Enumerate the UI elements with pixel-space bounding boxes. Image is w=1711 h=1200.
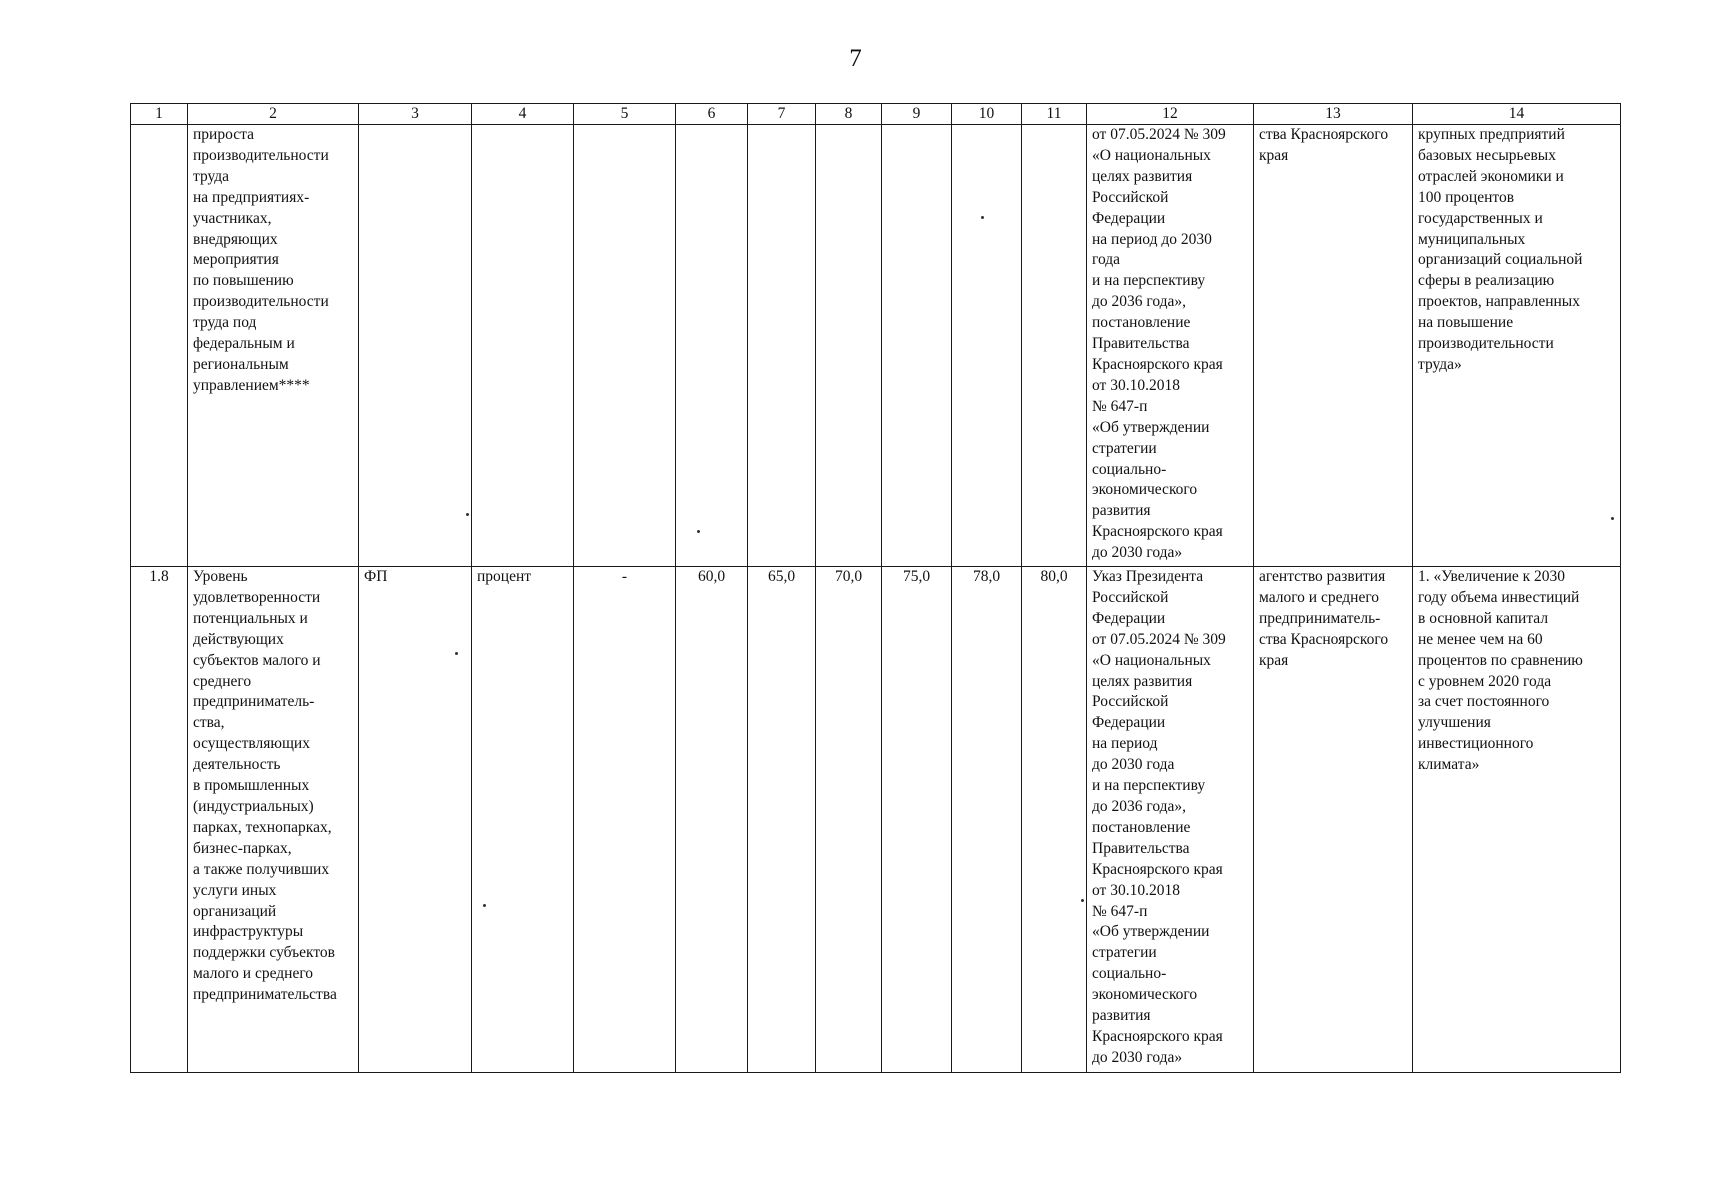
legal-basis-cell: Указ Президента Российской Федерации от 07.05.2024 № 309 «О национальных целях развития Российской Федерации на период до 2030 года и на перспективу до 2036 года», постановление Правительства Красноярского края от 30.10.2018 № 647-п «Об утверждении стратегии социально- экономического развития Красноярского края до 2030 года»	[1087, 567, 1254, 1073]
row-number-cell	[131, 125, 188, 567]
responsible-body-cell: агентство развития малого и среднего предприниматель- ства Красноярского края	[1254, 567, 1413, 1073]
scan-speck	[466, 513, 469, 516]
table-row	[131, 567, 1621, 1073]
unit-cell: процент	[472, 567, 574, 1073]
value-cell: 70,0	[816, 567, 882, 1073]
page-number: 7	[849, 45, 862, 72]
base-value-cell: -	[574, 567, 676, 1073]
column-header: 9	[882, 104, 952, 125]
column-header: 5	[574, 104, 676, 125]
value-cell: 78,0	[952, 567, 1022, 1073]
value-cell	[816, 125, 882, 567]
legal-basis-cell: от 07.05.2024 № 309 «О национальных целях развития Российской Федерации на период до 2030 года и на перспективу до 2036 года», постановление Правительства Красноярского края от 30.10.2018 № 647-п «Об утверждении стратегии социально- экономического развития Красноярского края до 2030 года»	[1087, 125, 1254, 567]
responsible-body-cell: ства Красноярского края	[1254, 125, 1413, 567]
column-header: 1	[131, 104, 188, 125]
value-cell	[952, 125, 1022, 567]
national-goal-link-cell: 1. «Увеличение к 2030 году объема инвестиций в основной капитал не менее чем на 60 процентов по сравнению с уровнем 2020 года за счет постоянного улучшения инвестиционного климата»	[1413, 567, 1621, 1073]
value-cell	[676, 125, 748, 567]
scan-speck	[483, 904, 486, 907]
indicator-type-cell	[359, 125, 472, 567]
column-header: 4	[472, 104, 574, 125]
column-header: 7	[748, 104, 816, 125]
column-header: 3	[359, 104, 472, 125]
scan-speck	[455, 652, 458, 655]
indicator-name-cell: прироста производительности труда на предприятиях- участниках, внедряющих мероприятия по повышению производительности труда под федеральным и региональным управлением****	[188, 125, 359, 567]
row-number-cell: 1.8	[131, 567, 188, 1073]
indicator-name-cell: Уровень удовлетворенности потенциальных и действующих субъектов малого и среднего предприниматель- ства, осуществляющих деятельность в промышленных (индустриальных) парках, технопарках, бизнес-парках, а также получивших услуги иных организаций инфраструктуры поддержки субъектов малого и среднего предпринимательства	[188, 567, 359, 1073]
column-header: 2	[188, 104, 359, 125]
column-header: 14	[1413, 104, 1621, 125]
column-header: 6	[676, 104, 748, 125]
value-cell: 60,0	[676, 567, 748, 1073]
column-header: 13	[1254, 104, 1413, 125]
column-header: 12	[1087, 104, 1254, 125]
national-goal-link-cell: крупных предприятий базовых несырьевых отраслей экономики и 100 процентов государственных и муниципальных организаций социальной сферы в реализацию проектов, направленных на повышение производительности труда»	[1413, 125, 1621, 567]
value-cell	[748, 125, 816, 567]
table-row	[131, 125, 1621, 567]
scan-speck	[981, 216, 984, 219]
column-header: 10	[952, 104, 1022, 125]
value-cell: 75,0	[882, 567, 952, 1073]
column-number-header-row	[131, 104, 1621, 125]
value-cell: 80,0	[1022, 567, 1087, 1073]
scan-speck	[1611, 517, 1614, 520]
base-value-cell	[574, 125, 676, 567]
scan-speck	[697, 530, 700, 533]
value-cell	[882, 125, 952, 567]
indicator-type-cell: ФП	[359, 567, 472, 1073]
indicators-table	[130, 103, 1621, 1073]
value-cell	[1022, 125, 1087, 567]
unit-cell	[472, 125, 574, 567]
scan-speck	[1081, 899, 1084, 902]
column-header: 8	[816, 104, 882, 125]
value-cell: 65,0	[748, 567, 816, 1073]
column-header: 11	[1022, 104, 1087, 125]
